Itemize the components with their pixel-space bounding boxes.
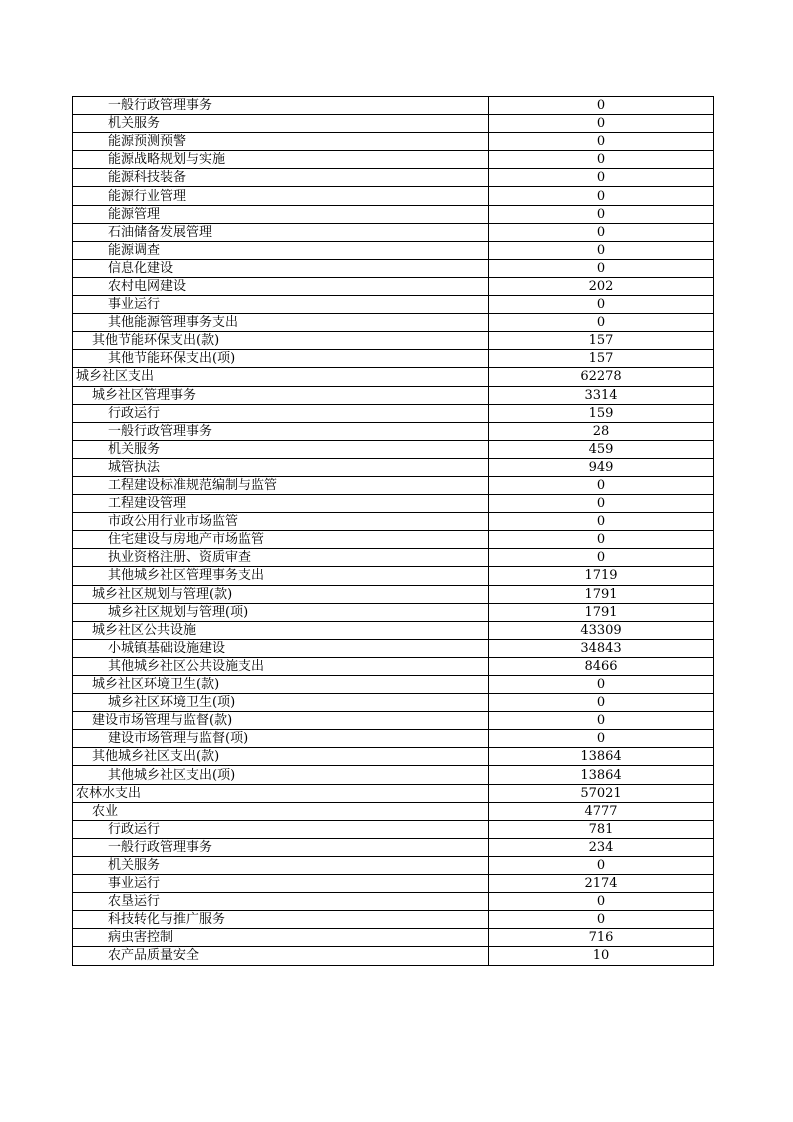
row-item-name: 能源战略规划与实施 (73, 151, 489, 169)
row-amount: 2174 (489, 875, 714, 893)
row-amount: 459 (489, 440, 714, 458)
table-row (73, 621, 714, 639)
row-item-name: 住宅建设与房地产市场监管 (73, 531, 489, 549)
row-item-name: 其他节能环保支出(款) (73, 332, 489, 350)
table-row (73, 802, 714, 820)
table-row (73, 97, 714, 115)
row-amount: 0 (489, 513, 714, 531)
row-item-name: 能源预测预警 (73, 133, 489, 151)
table-row (73, 368, 714, 386)
row-item-name: 其他节能环保支出(项) (73, 350, 489, 368)
row-item-name: 能源行业管理 (73, 187, 489, 205)
row-item-name: 建设市场管理与监督(款) (73, 712, 489, 730)
row-amount: 0 (489, 314, 714, 332)
row-amount: 0 (489, 205, 714, 223)
row-item-name: 城乡社区管理事务 (73, 386, 489, 404)
row-item-name: 能源管理 (73, 205, 489, 223)
row-amount: 0 (489, 296, 714, 314)
row-item-name: 城乡社区规划与管理(款) (73, 585, 489, 603)
table-row (73, 694, 714, 712)
table-row (73, 712, 714, 730)
row-item-name: 农垦运行 (73, 893, 489, 911)
row-amount: 0 (489, 223, 714, 241)
table-row (73, 169, 714, 187)
row-amount: 1791 (489, 603, 714, 621)
row-amount: 28 (489, 422, 714, 440)
row-item-name: 工程建设管理 (73, 495, 489, 513)
row-amount: 0 (489, 259, 714, 277)
row-item-name: 市政公用行业市场监管 (73, 513, 489, 531)
row-amount: 0 (489, 151, 714, 169)
row-amount: 0 (489, 911, 714, 929)
row-amount: 157 (489, 332, 714, 350)
row-item-name: 其他城乡社区支出(款) (73, 748, 489, 766)
row-item-name: 机关服务 (73, 856, 489, 874)
row-item-name: 机关服务 (73, 115, 489, 133)
row-amount: 1791 (489, 585, 714, 603)
row-amount: 0 (489, 676, 714, 694)
row-amount: 0 (489, 856, 714, 874)
row-item-name: 信息化建设 (73, 259, 489, 277)
row-item-name: 城乡社区环境卫生(项) (73, 694, 489, 712)
row-amount: 0 (489, 476, 714, 494)
table-row (73, 766, 714, 784)
row-amount: 62278 (489, 368, 714, 386)
table-row (73, 332, 714, 350)
row-item-name: 石油储备发展管理 (73, 223, 489, 241)
table-row (73, 241, 714, 259)
table-row (73, 567, 714, 585)
table-row (73, 314, 714, 332)
row-amount: 234 (489, 838, 714, 856)
table-row (73, 947, 714, 965)
row-item-name: 城乡社区环境卫生(款) (73, 676, 489, 694)
table-row (73, 495, 714, 513)
row-item-name: 能源调查 (73, 241, 489, 259)
row-item-name: 能源科技装备 (73, 169, 489, 187)
row-amount: 0 (489, 133, 714, 151)
table-row (73, 259, 714, 277)
table-row (73, 929, 714, 947)
table-row (73, 476, 714, 494)
table-row (73, 639, 714, 657)
row-item-name: 小城镇基础设施建设 (73, 639, 489, 657)
row-amount: 949 (489, 458, 714, 476)
row-amount: 0 (489, 495, 714, 513)
table-row (73, 893, 714, 911)
row-amount: 3314 (489, 386, 714, 404)
row-amount: 0 (489, 730, 714, 748)
table-row (73, 513, 714, 531)
row-amount: 8466 (489, 657, 714, 675)
row-item-name: 行政运行 (73, 404, 489, 422)
table-body (73, 97, 714, 966)
row-item-name: 机关服务 (73, 440, 489, 458)
table-row (73, 205, 714, 223)
row-amount: 0 (489, 169, 714, 187)
table-row (73, 603, 714, 621)
row-item-name: 农业 (73, 802, 489, 820)
table-row (73, 856, 714, 874)
row-amount: 13864 (489, 748, 714, 766)
row-item-name: 农林水支出 (73, 784, 489, 802)
row-item-name: 执业资格注册、资质审查 (73, 549, 489, 567)
table-row (73, 657, 714, 675)
row-amount: 0 (489, 97, 714, 115)
table-row (73, 730, 714, 748)
table-row (73, 422, 714, 440)
row-item-name: 农产品质量安全 (73, 947, 489, 965)
table-row (73, 350, 714, 368)
row-amount: 202 (489, 277, 714, 295)
row-amount: 0 (489, 712, 714, 730)
row-amount: 1719 (489, 567, 714, 585)
table-row (73, 676, 714, 694)
row-item-name: 事业运行 (73, 875, 489, 893)
row-amount: 0 (489, 531, 714, 549)
table-row (73, 151, 714, 169)
row-item-name: 一般行政管理事务 (73, 838, 489, 856)
table-row (73, 784, 714, 802)
row-amount: 0 (489, 549, 714, 567)
row-amount: 0 (489, 893, 714, 911)
table-row (73, 911, 714, 929)
table-row (73, 187, 714, 205)
row-amount: 4777 (489, 802, 714, 820)
row-item-name: 病虫害控制 (73, 929, 489, 947)
row-item-name: 其他城乡社区管理事务支出 (73, 567, 489, 585)
row-item-name: 城管执法 (73, 458, 489, 476)
row-item-name: 城乡社区支出 (73, 368, 489, 386)
budget-table (72, 96, 714, 966)
row-amount: 0 (489, 115, 714, 133)
row-item-name: 其他城乡社区支出(项) (73, 766, 489, 784)
row-item-name: 城乡社区公共设施 (73, 621, 489, 639)
row-amount: 159 (489, 404, 714, 422)
table-row (73, 296, 714, 314)
row-amount: 0 (489, 241, 714, 259)
row-item-name: 一般行政管理事务 (73, 97, 489, 115)
table-row (73, 223, 714, 241)
row-amount: 34843 (489, 639, 714, 657)
row-item-name: 城乡社区规划与管理(项) (73, 603, 489, 621)
row-item-name: 一般行政管理事务 (73, 422, 489, 440)
table-row (73, 585, 714, 603)
table-row (73, 133, 714, 151)
row-item-name: 事业运行 (73, 296, 489, 314)
table-row (73, 838, 714, 856)
row-amount: 781 (489, 820, 714, 838)
row-item-name: 科技转化与推广服务 (73, 911, 489, 929)
row-item-name: 其他城乡社区公共设施支出 (73, 657, 489, 675)
table-row (73, 531, 714, 549)
table-row (73, 115, 714, 133)
table-row (73, 404, 714, 422)
row-amount: 0 (489, 694, 714, 712)
table-row (73, 820, 714, 838)
row-amount: 0 (489, 187, 714, 205)
row-amount: 43309 (489, 621, 714, 639)
row-amount: 157 (489, 350, 714, 368)
table-row (73, 440, 714, 458)
row-amount: 57021 (489, 784, 714, 802)
table-row (73, 748, 714, 766)
row-item-name: 建设市场管理与监督(项) (73, 730, 489, 748)
table-row (73, 549, 714, 567)
table-row (73, 277, 714, 295)
row-item-name: 行政运行 (73, 820, 489, 838)
row-amount: 10 (489, 947, 714, 965)
table-row (73, 386, 714, 404)
row-amount: 13864 (489, 766, 714, 784)
row-amount: 716 (489, 929, 714, 947)
row-item-name: 农村电网建设 (73, 277, 489, 295)
row-item-name: 工程建设标准规范编制与监管 (73, 476, 489, 494)
table-row (73, 875, 714, 893)
table-row (73, 458, 714, 476)
row-item-name: 其他能源管理事务支出 (73, 314, 489, 332)
